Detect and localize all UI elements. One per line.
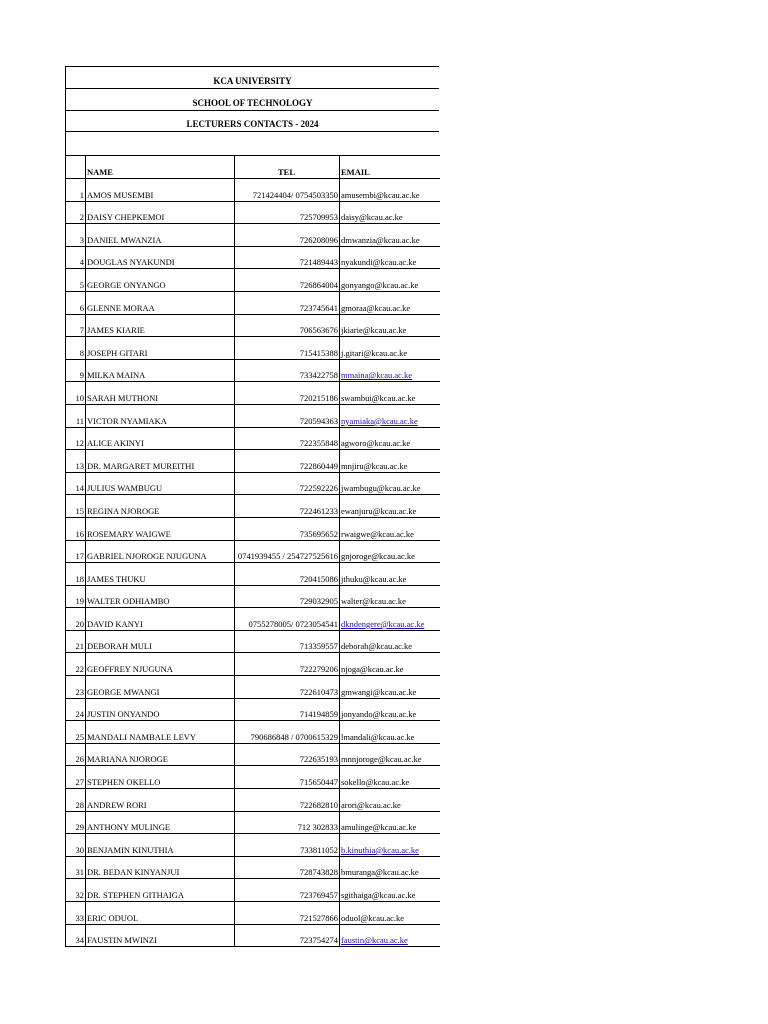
lecturer-email [340, 834, 440, 857]
row-number: 31 [66, 856, 86, 879]
table-row [66, 585, 440, 608]
email-link[interactable]: faustin@kcau.ac.ke [341, 935, 408, 946]
lecturer-phone: 712 302833 [235, 811, 340, 834]
table-row [66, 608, 440, 631]
row-number: 9 [66, 359, 86, 382]
row-number: 14 [66, 472, 86, 495]
table-row [66, 269, 440, 292]
lecturer-email: mnjiru@kcau.ac.ke [340, 450, 440, 473]
lecturer-phone: 726208096 [235, 224, 340, 247]
table-row [66, 563, 440, 586]
lecturer-phone: 790686848 / 0700615329 [235, 721, 340, 744]
lecturer-phone: 0741939455 / 254727525616 [235, 540, 340, 563]
lecturer-email: gmoraa@kcau.ac.ke [340, 291, 440, 314]
lecturer-email: amulinge@kcau.ac.ke [340, 811, 440, 834]
row-number: 27 [66, 766, 86, 789]
lecturer-email: gmwangi@kcau.ac.ke [340, 676, 440, 699]
lecturer-name: BENJAMIN KINUTHIA [86, 834, 235, 857]
lecturer-phone: 0755278005/ 0723054541 [235, 608, 340, 631]
lecturer-phone: 722279206 [235, 653, 340, 676]
table-row [66, 698, 440, 721]
row-number: 26 [66, 743, 86, 766]
email-link[interactable]: nyamiaka@kcau.ac.ke [341, 415, 418, 426]
lecturer-name: DR. BEDAN KINYANJUI [86, 856, 235, 879]
lecturer-name: JOSEPH GITARI [86, 337, 235, 360]
lecturer-phone: 729032905 [235, 585, 340, 608]
lecturer-name: GLENNE MORAA [86, 291, 235, 314]
row-number: 5 [66, 269, 86, 292]
table-row [66, 856, 440, 879]
lecturer-phone: 721424404/ 0754503350 [235, 179, 340, 202]
lecturer-phone: 721489443 [235, 246, 340, 269]
row-number: 23 [66, 676, 86, 699]
table-row [66, 721, 440, 744]
table-row [66, 743, 440, 766]
lecturer-phone: 723754274 [235, 924, 340, 947]
row-number: 22 [66, 653, 86, 676]
lecturer-name: ANTHONY MULINGE [86, 811, 235, 834]
lecturer-email [340, 404, 440, 427]
lecturer-email: oduol@kcau.ac.ke [340, 902, 440, 925]
row-number: 19 [66, 585, 86, 608]
lecturer-email: jkiarie@kcau.ac.ke [340, 314, 440, 337]
table-row [66, 314, 440, 337]
lecturer-phone: 728743828 [235, 856, 340, 879]
row-number: 33 [66, 902, 86, 925]
table-row [66, 495, 440, 518]
lecturer-phone: 733811052 [235, 834, 340, 857]
lecturer-name: DAVID KANYI [86, 608, 235, 631]
table-row [66, 676, 440, 699]
lecturer-phone: 722860449 [235, 450, 340, 473]
lecturer-email [340, 359, 440, 382]
row-number: 8 [66, 337, 86, 360]
lecturer-phone: 706563676 [235, 314, 340, 337]
table-row [66, 540, 440, 563]
lecturer-name: SARAH MUTHONI [86, 382, 235, 405]
lecturer-name: DR. MARGARET MUREITHI [86, 450, 235, 473]
lecturer-email: walter@kcau.ac.ke [340, 585, 440, 608]
lecturer-name: JAMES THUKU [86, 563, 235, 586]
lecturer-email [340, 608, 440, 631]
lecturer-name: ROSEMARY WAIGWE [86, 517, 235, 540]
table-row [66, 291, 440, 314]
table-row [66, 201, 440, 224]
lecturer-phone: 726864004 [235, 269, 340, 292]
lecturer-email: agworo@kcau.ac.ke [340, 427, 440, 450]
lecturer-email: jthuku@kcau.ac.ke [340, 563, 440, 586]
row-number: 6 [66, 291, 86, 314]
row-number: 4 [66, 246, 86, 269]
lecturer-phone: 714194859 [235, 698, 340, 721]
table-row [66, 404, 440, 427]
table-row [66, 246, 440, 269]
row-number: 21 [66, 630, 86, 653]
lecturer-phone: 722682810 [235, 789, 340, 812]
table-row [66, 179, 440, 202]
lecturer-email: gonyango@kcau.ac.ke [340, 269, 440, 292]
lecturer-phone: 715650447 [235, 766, 340, 789]
table-row [66, 630, 440, 653]
lecturer-phone: 722635193 [235, 743, 340, 766]
row-number: 34 [66, 924, 86, 947]
lecturer-email [340, 924, 440, 947]
lecturer-name: DAISY CHEPKEMOI [86, 201, 235, 224]
lecturer-name: MILKA MAINA [86, 359, 235, 382]
row-number: 13 [66, 450, 86, 473]
lecturer-email: jonyando@kcau.ac.ke [340, 698, 440, 721]
lecturer-phone: 723745641 [235, 291, 340, 314]
lecturer-name: ANDREW RORI [86, 789, 235, 812]
lecturer-name: JUSTIN ONYANDO [86, 698, 235, 721]
document-subtitle: LECTURERS CONTACTS - 2024 [65, 110, 439, 132]
table-row [66, 359, 440, 382]
school-title: SCHOOL OF TECHNOLOGY [65, 88, 439, 110]
table-row [66, 834, 440, 857]
lecturer-name: MARIANA NJOROGE [86, 743, 235, 766]
lecturer-email: njoga@kcau.ac.ke [340, 653, 440, 676]
header-number-cell [66, 156, 86, 179]
row-number: 30 [66, 834, 86, 857]
table-row [66, 472, 440, 495]
lecturer-email: deborah@kcau.ac.ke [340, 630, 440, 653]
row-number: 15 [66, 495, 86, 518]
lecturer-name: AMOS MUSEMBI [86, 179, 235, 202]
lecturer-email: dmwanzia@kcau.ac.ke [340, 224, 440, 247]
row-number: 11 [66, 404, 86, 427]
lecturer-name: STEPHEN OKELLO [86, 766, 235, 789]
lecturer-phone: 715415388 [235, 337, 340, 360]
row-number: 28 [66, 789, 86, 812]
lecturer-phone: 720215186 [235, 382, 340, 405]
table-row [66, 382, 440, 405]
email-link[interactable]: b.kinuthia@kcau.ac.ke [341, 844, 419, 855]
row-number: 12 [66, 427, 86, 450]
lecturer-phone: 720594363 [235, 404, 340, 427]
header-email: EMAIL [340, 156, 440, 179]
lecturers-table [65, 155, 440, 947]
table-row [66, 879, 440, 902]
lecturer-name: MANDALI NAMBALE LEVY [86, 721, 235, 744]
row-number: 24 [66, 698, 86, 721]
table-row [66, 902, 440, 925]
lecturer-email: arori@kcau.ac.ke [340, 789, 440, 812]
email-link[interactable]: mmaina@kcau.ac.ke [341, 370, 413, 381]
lecturer-name: GEORGE ONYANGO [86, 269, 235, 292]
university-title: KCA UNIVERSITY [65, 66, 439, 88]
lecturer-email: sgithaiga@kcau.ac.ke [340, 879, 440, 902]
lecturer-phone: 735695652 [235, 517, 340, 540]
email-link[interactable]: dkndengere@kcau.ac.ke [341, 618, 425, 629]
lecturer-email: mnnjoroge@kcau.ac.ke [340, 743, 440, 766]
table-header-row [66, 156, 440, 179]
header-name: NAME [86, 156, 235, 179]
row-number: 16 [66, 517, 86, 540]
lecturer-name: GABRIEL NJOROGE NJUGUNA [86, 540, 235, 563]
lecturer-name: DEBORAH MULI [86, 630, 235, 653]
row-number: 7 [66, 314, 86, 337]
lecturer-email: amusembi@kcau.ac.ke [340, 179, 440, 202]
table-row [66, 924, 440, 947]
lecturer-email: swambui@kcau.ac.ke [340, 382, 440, 405]
lecturer-phone: 722610473 [235, 676, 340, 699]
lecturer-email: bmuranga@kcau.ac.ke [340, 856, 440, 879]
lecturer-name: REGINA NJOROGE [86, 495, 235, 518]
lecturer-email: daisy@kcau.ac.ke [340, 201, 440, 224]
lecturer-name: FAUSTIN MWINZI [86, 924, 235, 947]
lecturer-name: ALICE AKINYI [86, 427, 235, 450]
table-row [66, 517, 440, 540]
row-number: 32 [66, 879, 86, 902]
lecturer-name: GEOFFREY NJUGUNA [86, 653, 235, 676]
lecturer-name: GEORGE MWANGI [86, 676, 235, 699]
table-row [66, 427, 440, 450]
lecturer-email: j.gitari@kcau.ac.ke [340, 337, 440, 360]
lecturer-email: gnjoroge@kcau.ac.ke [340, 540, 440, 563]
table-row [66, 337, 440, 360]
row-number: 1 [66, 179, 86, 202]
row-number: 17 [66, 540, 86, 563]
row-number: 18 [66, 563, 86, 586]
row-number: 3 [66, 224, 86, 247]
lecturer-name: DR. STEPHEN GITHAIGA [86, 879, 235, 902]
row-number: 2 [66, 201, 86, 224]
lecturer-email: ewanjuru@kcau.ac.ke [340, 495, 440, 518]
row-number: 10 [66, 382, 86, 405]
row-number: 20 [66, 608, 86, 631]
row-number: 25 [66, 721, 86, 744]
table-row [66, 450, 440, 473]
lecturer-name: JAMES KIARIE [86, 314, 235, 337]
lecturer-name: ERIC ODUOL [86, 902, 235, 925]
lecturer-phone: 722592226 [235, 472, 340, 495]
table-row [66, 653, 440, 676]
lecturer-phone: 725709953 [235, 201, 340, 224]
table-row [66, 789, 440, 812]
lecturer-phone: 723769457 [235, 879, 340, 902]
lecturer-phone: 721527866 [235, 902, 340, 925]
table-row [66, 766, 440, 789]
lecturer-name: DANIEL MWANZIA [86, 224, 235, 247]
header-tel: TEL [235, 156, 340, 179]
lecturer-phone: 733422758 [235, 359, 340, 382]
row-number: 29 [66, 811, 86, 834]
lecturer-email: sokello@kcau.ac.ke [340, 766, 440, 789]
spreadsheet-page [65, 66, 439, 947]
lecturer-email: jwambugu@kcau.ac.ke [340, 472, 440, 495]
lecturer-phone: 720415086 [235, 563, 340, 586]
lecturer-name: WALTER ODHIAMBO [86, 585, 235, 608]
blank-row [65, 132, 439, 155]
lecturer-phone: 713359557 [235, 630, 340, 653]
table-row [66, 811, 440, 834]
lecturer-name: DOUGLAS NYAKUNDI [86, 246, 235, 269]
lecturer-phone: 722461233 [235, 495, 340, 518]
lecturer-phone: 722355848 [235, 427, 340, 450]
lecturer-email: lmandali@kcau.ac.ke [340, 721, 440, 744]
table-row [66, 224, 440, 247]
lecturer-email: nyakundi@kcau.ac.ke [340, 246, 440, 269]
lecturer-name: VICTOR NYAMIAKA [86, 404, 235, 427]
lecturer-name: JULIUS WAMBUGU [86, 472, 235, 495]
lecturer-email: rwaigwe@kcau.ac.ke [340, 517, 440, 540]
